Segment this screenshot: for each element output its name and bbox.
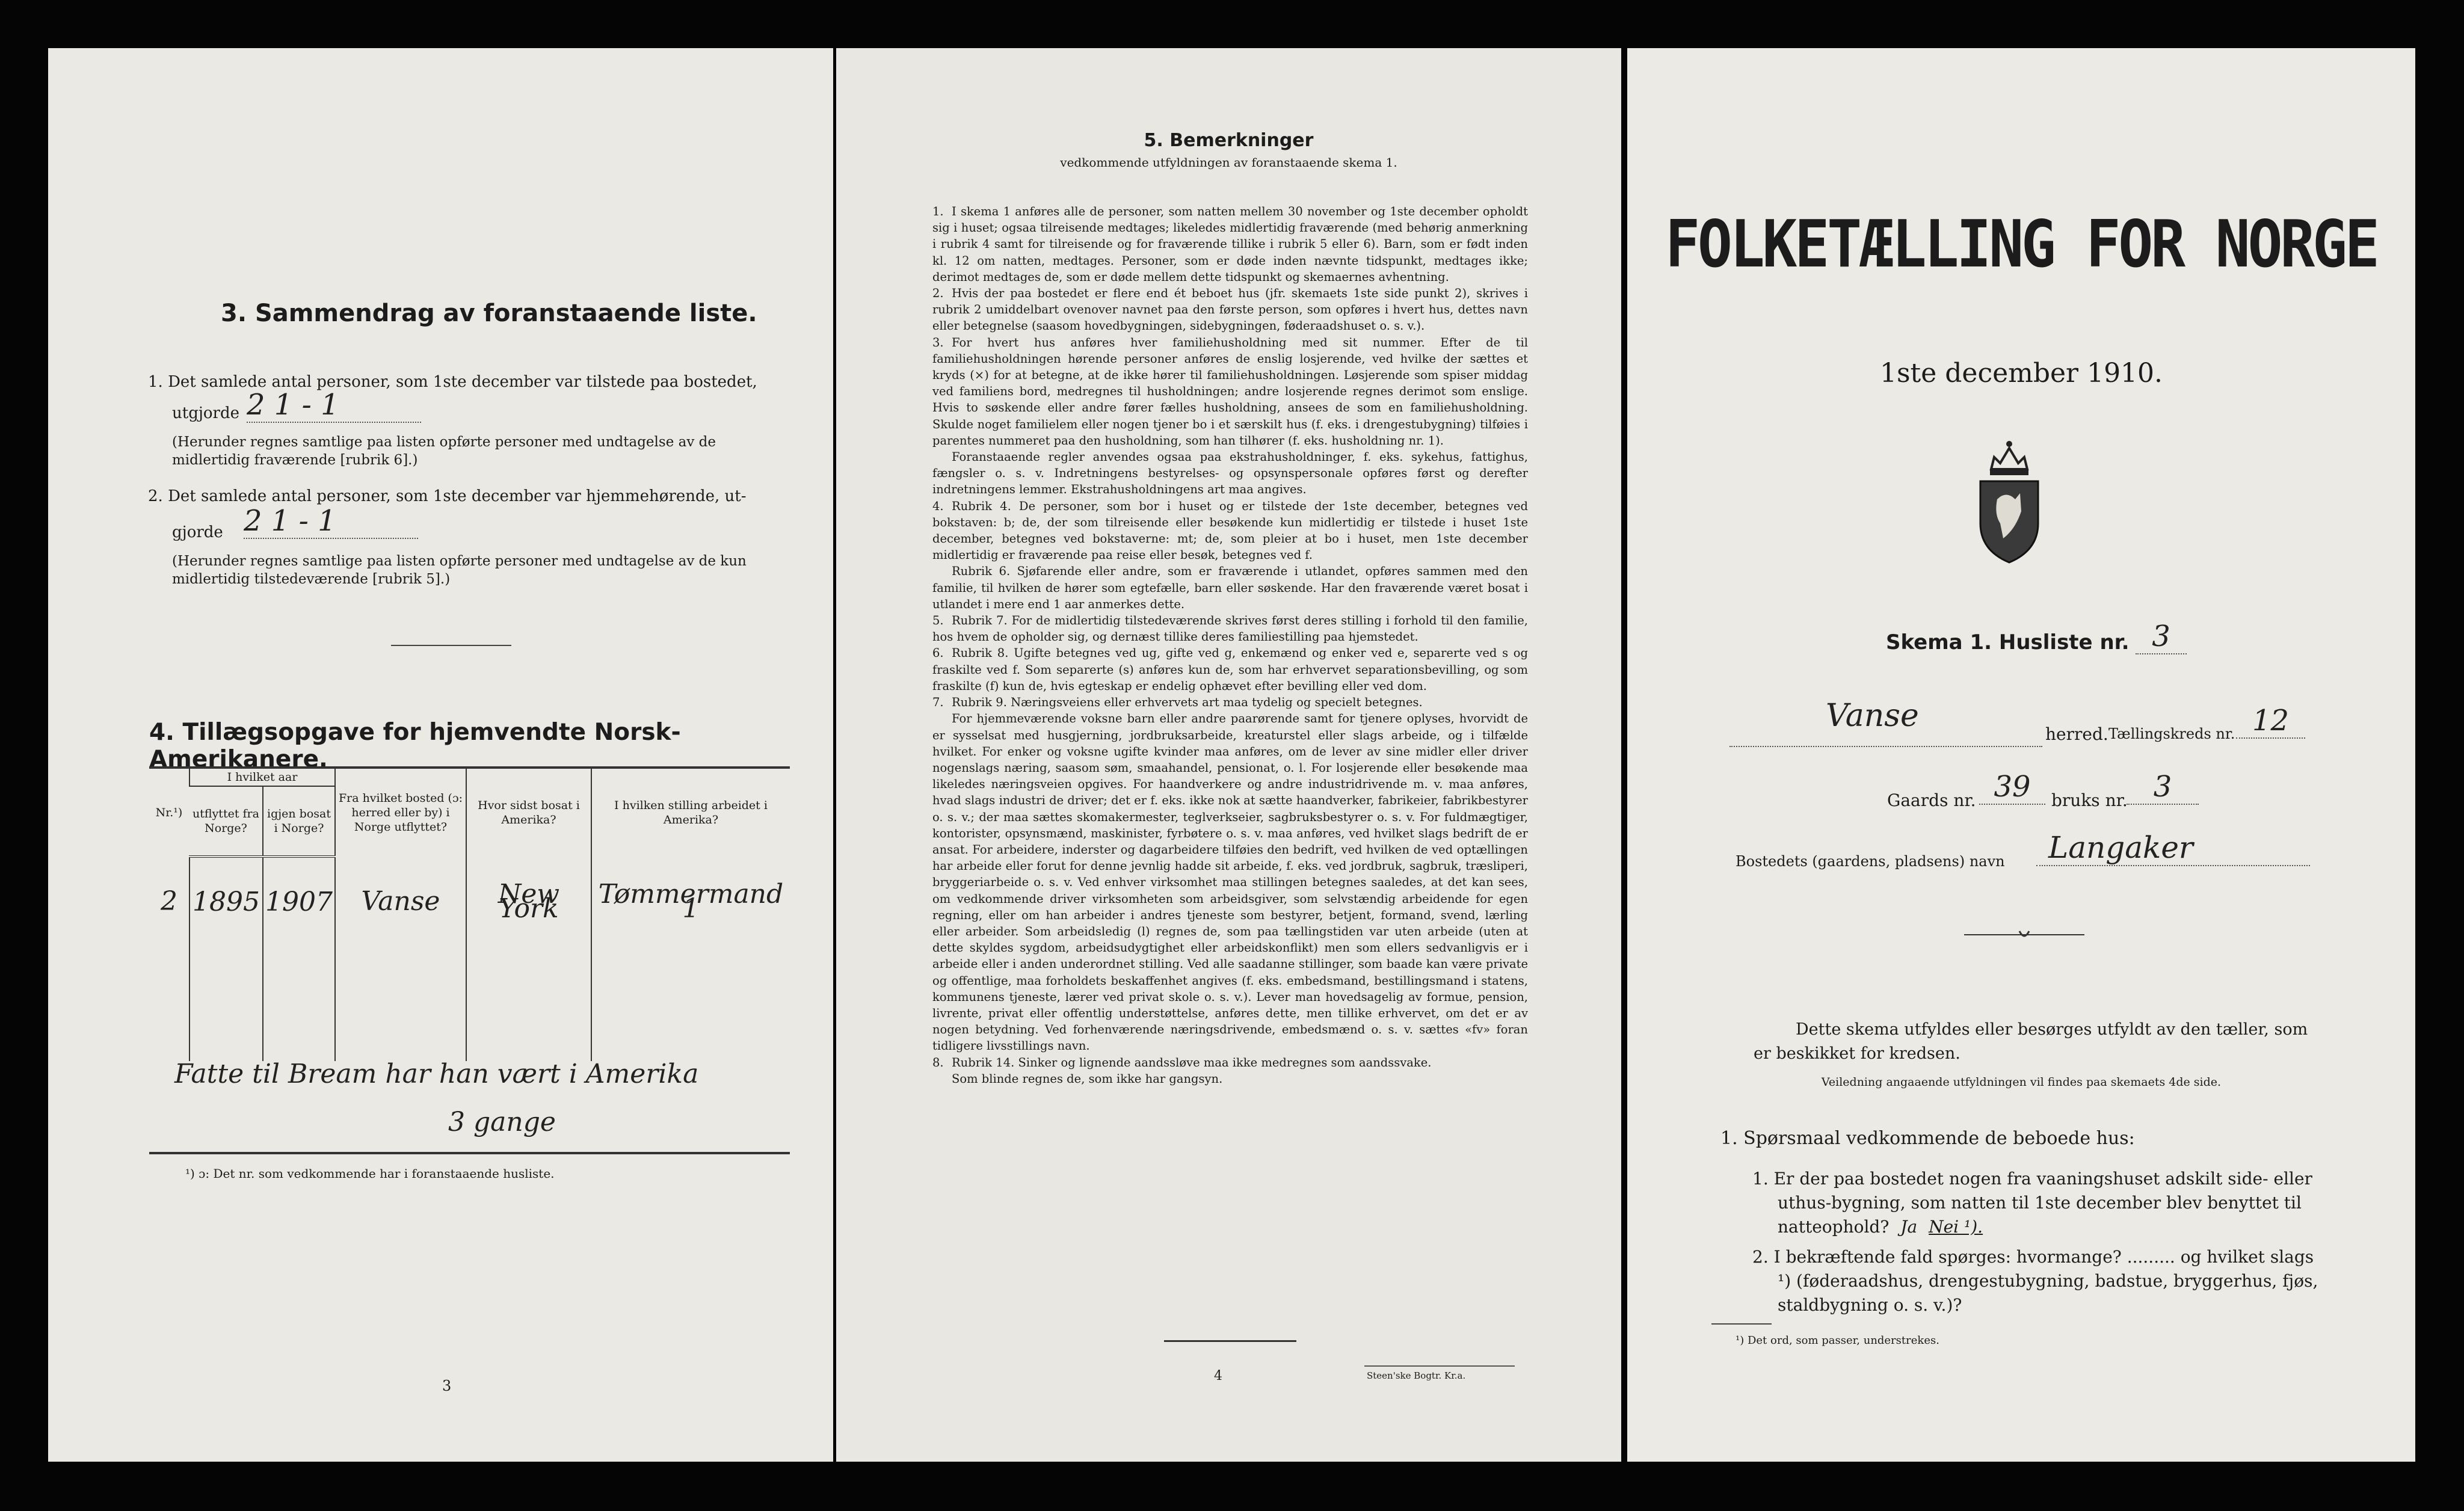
- table-bottom-rule: [149, 1152, 790, 1154]
- remark-item: [932, 334, 1528, 498]
- remark-number: 4.: [932, 499, 944, 513]
- remark-number: 7.: [932, 695, 944, 710]
- remark-number: 2.: [932, 286, 944, 301]
- remarks-subtitle: vedkommende utfyldningen av foranstaaende skema 1.: [1060, 155, 1397, 170]
- bruks-label: bruks nr.: [2051, 790, 2128, 810]
- col-group: I hvilket aar: [189, 768, 335, 786]
- remark-continuation: For hjemmeværende voksne barn eller andre paarørende samt for tjenere oplyses, hvorvidt de er sysselsat med husgjerning, jordbruksarbeide, kreaturstel eller slags arbeide, og i tilfælde hvilket. For enker og voksne ugifte kvinder maa anføres, om de lever av sine midler eller driver nogenslags næring, saasom søm, smaahandel, pensionat, o. l. For losjerende eller besøkende maa likeledes næringsveien opgives. For haandverkere og andre industridrivende m. v. maa anføres, hvad slags industri de driver; det er f. eks. ikke nok at sætte haandverker, fabrikeier, fabrikbestyrer o. s. v.; der maa sættes skomakermester, teglverkseier, sagbruksbestyrer o. s. v. For fuldmægtiger, kontorister, opsynsmænd, maskinister, fyrbøtere o. s. v. maa anføres, ved hvilket slags bedrift de er ansat. For arbeidere, inderster og dagarbeidere tilføies den bedrift, ved hvilken de ved optællingen har arbeide eller forut for denne jevnlig hadde sit arbeide, f. eks. ved jordbruk, sagbruk, træsliperi, bryggeriarbeide o. s. v. Ved enhver virksomhet maa stillingen betegnes saaledes, at det kan sees, om vedkommende driver virksomheten som arbeidsgiver, som selvstændig arbeidende for egen regning, eller om han arbeider i andres tjeneste som bestyrer, betjent, formand, svend, lærling eller arbeider. Som arbeidsledig (l) regnes de, som paa tællingstiden var uten arbeide (uten at dette skyldes sygdom, arbeidsudygtighet eller arbeidskonflikt) men som ellers sedvanligvis er i arbeide eller i anden underordnet stilling. Ved alle saadanne stillinger, som baade kan være private og offentlige, maa forholdets beskaffenhet angives (f. eks. embedsmand, bestillingsmand i statens, kommunens tjeneste, lærer ved privat skole o. s. v.). Lever man hovedsagelig av formue, pension, livrente, privat eller offentlig understøttelse, anføres dette, men tillike erhvervet, om det er av nogen betydning. Ved forhenværende næringsdrivende, embedsmænd o. s. v. sættes «fv» foran tidligere livsstillings navn.: [932, 712, 1528, 1053]
- item2-text: 2. Det samlede antal personer, som 1ste december var hjemmehørende, ut-: [148, 487, 747, 505]
- divider: [1164, 1340, 1296, 1342]
- gaards-value: 39: [1979, 770, 2045, 805]
- bosted-label: Bostedets (gaardens, pladsens) navn: [1736, 853, 2005, 870]
- skema-label: Skema 1. Husliste nr.: [1886, 630, 2130, 654]
- remark-item: [932, 285, 1528, 334]
- page-left: [48, 48, 833, 1462]
- cell-nr: 2: [161, 886, 177, 917]
- footnote: ¹) Det ord, som passer, understrekes.: [1736, 1334, 1939, 1347]
- remark-line2: 3 gange: [448, 1107, 556, 1137]
- remark-continuation: Rubrik 6. Sjøfarende eller andre, som er fraværende i utlandet, opføres sammen med den familie, til hvilken de hører som egtefælle, barn eller søskende. Har den fraværende været bosat i utlandet i mere end 1 aar anmerkes dette.: [932, 564, 1528, 611]
- gaards-label: Gaards nr.: [1887, 790, 1976, 810]
- col-bosted: Fra hvilket bosted (ɔ: herred eller by) i Norge utflyttet?: [335, 768, 466, 857]
- divider: [391, 645, 511, 646]
- remarks-list: [932, 203, 1528, 1087]
- printer-rule: [1364, 1365, 1515, 1367]
- page-right: [1627, 48, 2415, 1462]
- remark-item: [932, 203, 1528, 285]
- census-date: 1ste december 1910.: [1879, 358, 2163, 389]
- remark-text: Hvis der paa bostedet er flere end ét beboet hus (jfr. skemaets 1ste side punkt 2), skrives i rubrik 2 umiddelbart ovenover navnet paa den første person, som opføres i hvert hus, dettes navn eller betegnelse (saasom hovedbygningen, sidebygningen, føderaadshuset o. s. v.).: [932, 286, 1528, 333]
- item2-value: 2 1 - 1: [244, 504, 418, 539]
- remark-text: Rubrik 7. For de midlertidig tilstedeværende skrives først deres stilling i forhold til den familie, hos hvem de opholder sig, og dernæst tillike deres familiestilling paa hjemstedet.: [932, 614, 1528, 644]
- question-2: 2. I bekræftende fald spørges: hvormange? ......... og hvilket slags ¹) (føderaadshus, drengestubygning, badstue, bryggerhus, fjøs, staldbygning o. s. v.)?: [1752, 1247, 2318, 1315]
- section3-title: 3. Sammendrag av foranstaaende liste.: [221, 300, 757, 327]
- page-number: 3: [442, 1377, 452, 1394]
- remark-number: 1.: [932, 205, 944, 218]
- herred-label: herred.: [2045, 724, 2108, 744]
- krets-label: Tællingskreds nr.: [2108, 725, 2235, 742]
- cell-utflyttet: 1895: [189, 857, 263, 947]
- remark-text: I skema 1 anføres alle de personer, som natten mellem 30 november og 1ste december opholdt sig i huset; ogsaa tilreisende medtages; likeledes midlertidig fraværende (med behørig anmerkning i rubrik 4 samt for tilreisende og for fraværende tillike i rubrik 5 eller 6). Barn, som er født inden kl. 12 om natten, medtages. Personer, som er døde inden nævnte tidspunkt, medtages ikke; derimot medtages de, som er døde mellem dette tidspunkt og skemaernes avhentning.: [932, 205, 1528, 284]
- remark-item: [932, 645, 1528, 694]
- remark-continuation: Foranstaaende regler anvendes ogsaa paa ekstrahusholdninger, f. eks. sykehus, fattighus, fængsler o. s. v. Indretningens bestyrelses- og opsynspersonale opføres først og derefter indretningens lemmer. Ekstrahusholdningens art maa angives.: [932, 450, 1528, 497]
- section4-title: 4. Tillægsopgave for hjemvendte Norsk-Amerikanere.: [149, 719, 681, 773]
- col-igjen: igjen bosat i Norge?: [263, 786, 335, 857]
- remark-text: Rubrik 8. Ugifte betegnes ved ug, gifte ved g, enkemænd og enker ved e, separerte ved s og fraskilte ved f. Som separerte (s) anføres kun de, som har erhvervet separationsbevilling, og som fraskilte (f) kun de, hvis egteskap er endelig ophævet efter bevilling eller ved dom.: [932, 646, 1528, 693]
- page-number: 4: [1214, 1368, 1222, 1383]
- footnote: ¹) ɔ: Det nr. som vedkommende har i foranstaaende husliste.: [185, 1166, 555, 1181]
- item1-note: (Herunder regnes samtlige paa listen opførte personer med undtagelse av de midlertidig fraværende [rubrik 6].): [172, 434, 716, 468]
- coat-of-arms-icon: [1973, 433, 2045, 565]
- remark-number: 3.: [932, 335, 944, 349]
- item2-gjorde: gjorde: [172, 523, 223, 541]
- table-row: [149, 857, 790, 947]
- ornament-divider-icon: [1964, 926, 2084, 944]
- veiledning-text: Veiledning angaaende utfyldningen vil findes paa skemaets 4de side.: [1821, 1076, 2222, 1089]
- cell-bosted: Vanse: [335, 857, 466, 947]
- remark-item: [932, 1054, 1528, 1087]
- col-stilling: I hvilken stilling arbeidet i Amerika?: [591, 768, 790, 857]
- bruks-value: 3: [2127, 770, 2199, 805]
- cell-stilling: Tømmermand 1: [591, 857, 790, 947]
- remarks-title: 5. Bemerkninger: [1144, 130, 1314, 151]
- remark-continuation: Som blinde regnes de, som ikke har gangsyn.: [952, 1071, 1223, 1086]
- footnote-rule: [1711, 1323, 1772, 1325]
- cell-amerika: New York: [466, 857, 591, 947]
- norsk-amerikaner-table: [149, 766, 790, 1061]
- questions-title: 1. Spørsmaal vedkommende de beboede hus:: [1720, 1128, 2135, 1149]
- remark-number: 5.: [932, 614, 944, 628]
- item1-value: 2 1 - 1: [247, 388, 421, 423]
- remark-text: Rubrik 9. Næringsveiens eller erhvervets art maa tydelig og specielt betegnes.: [952, 695, 1423, 710]
- col-nr: Nr.¹): [149, 768, 189, 857]
- remark-item: [932, 498, 1528, 612]
- page-middle: [836, 48, 1621, 1462]
- question-1-ja: Ja: [1900, 1217, 1918, 1237]
- remark-item: [932, 694, 1528, 1054]
- remark-text: Rubrik 4. De personer, som bor i huset og er tilstede der 1ste december, betegnes ved bokstaven: b; de, der som tilreisende eller besøkende kun midlertidig er tilstede i huset 1ste december, betegnes ved bokstaverne: mt; de, som pleier at bo i huset, men 1ste december midlertidig er fraværende paa reise eller besøk, betegnes ved f.: [932, 499, 1528, 562]
- col-amerika: Hvor sidst bosat i Amerika?: [466, 768, 591, 857]
- instruction-text: Dette skema utfyldes eller besørges utfyldt av den tæller, som er beskikket for kredsen.: [1754, 1020, 2308, 1063]
- krets-value: 12: [2236, 704, 2305, 739]
- remark-number: 8.: [932, 1055, 944, 1069]
- question-1-text: 1. Er der paa bostedet nogen fra vaaningshuset adskilt side- eller uthus-bygning, som natten til 1ste december blev benyttet til natteophold?: [1752, 1169, 2312, 1237]
- col-utflyttet: utflyttet fra Norge?: [189, 786, 263, 857]
- husliste-nr: 3: [2136, 620, 2187, 654]
- cell-igjen: 1907: [263, 857, 335, 947]
- question-1-nei: Nei ¹).: [1929, 1217, 1983, 1237]
- herred-value: Vanse: [1826, 698, 1919, 734]
- remark-number: 6.: [932, 646, 944, 660]
- printer-note: Steen'ske Bogtr. Kr.a.: [1367, 1370, 1466, 1381]
- item1-utgjorde: utgjorde: [172, 404, 240, 422]
- remark-line1: Fatte til Bream har han vært i Amerika: [174, 1059, 699, 1089]
- remark-item: [932, 612, 1528, 645]
- remark-text: For hvert hus anføres hver familiehusholdning med sit nummer. Efter de til familiehusholdningen hørende personer anføres de enslig losjerende, ved hvilke der sættes et kryds (×) for at betegne, at de ikke hører til familiehusholdningen. Løsjerende som spiser middag ved familiens bord, medregnes til husholdningen; andre losjerende regnes derimot som enslige. Hvis to søskende eller andre fører fælles husholdning, ansees de som en familiehusholdning. Skulde noget familielem eller nogen tjener bo i et særskilt hus (f. eks. i drengestubygning) tilføies i parentes nummeret paa den husholdning, som han tilhører (f. eks. husholdning nr. 1).: [932, 335, 1528, 448]
- item1-text: 1. Det samlede antal personer, som 1ste december var tilstede paa bostedet,: [148, 373, 757, 391]
- remark-text: Rubrik 14. Sinker og lignende aandssløve maa ikke medregnes som aandssvake.: [952, 1055, 1432, 1069]
- bosted-value: Langaker: [2036, 830, 2310, 866]
- item2-note: (Herunder regnes samtlige paa listen opførte personer med undtagelse av de kun midlertidig tilstedeværende [rubrik 5].): [172, 553, 747, 587]
- census-title: FOLKETÆLLING FOR NORGE: [1665, 206, 2377, 282]
- question-1: [1752, 1167, 2319, 1239]
- table-row: [149, 947, 790, 1061]
